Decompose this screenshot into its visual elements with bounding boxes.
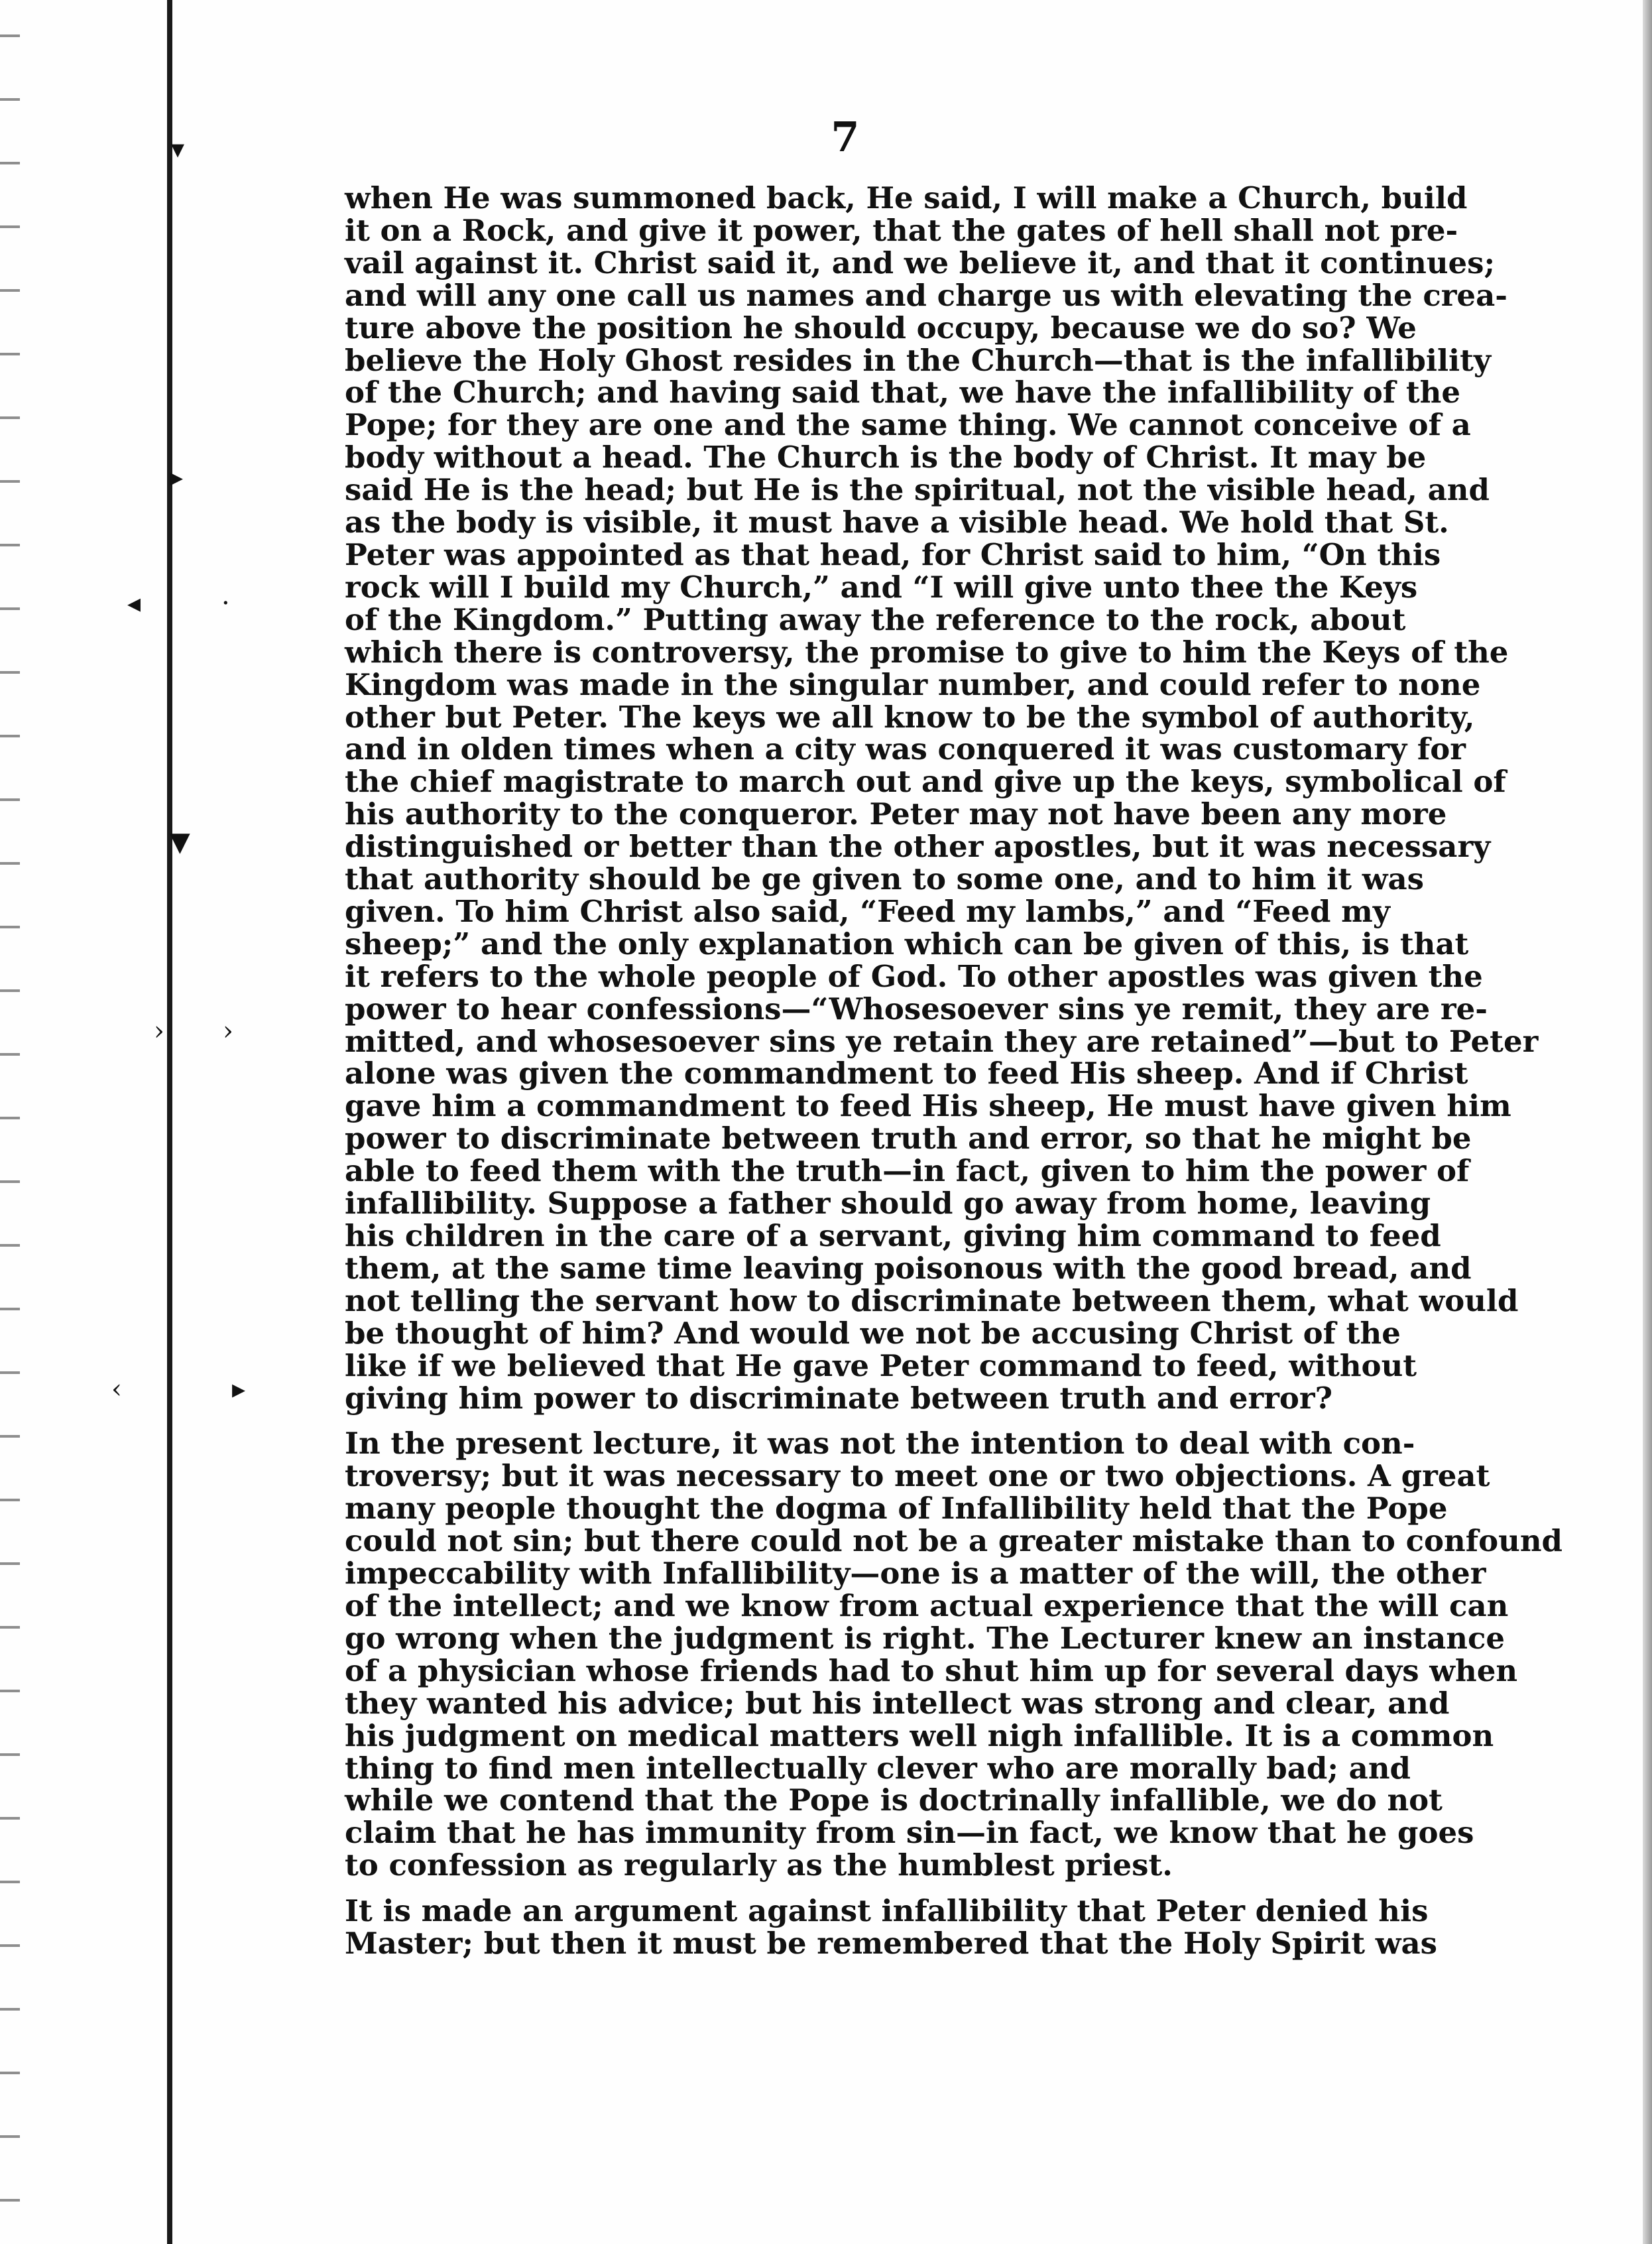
text-line: his authority to the conqueror. Peter may not have been any more xyxy=(345,796,1447,832)
text-line: claim that he has immunity from sin—in fact, we know that he goes xyxy=(345,1815,1474,1851)
text-line: not telling the servant how to discriminate between them, what would xyxy=(345,1282,1519,1318)
margin-mark-6: › xyxy=(154,1016,164,1046)
text-line: and will any one call us names and charge us with elevating the crea- xyxy=(345,277,1507,313)
text-line: it refers to the whole people of God. To other apostles was given the xyxy=(345,958,1483,994)
text-line: vail against it. Christ said it, and we believe it, and that it continues; xyxy=(345,245,1496,280)
text-line: infallibility. Suppose a father should go away from home, leaving xyxy=(345,1186,1431,1221)
text-line: his judgment on medical matters well nigh infallible. It is a common xyxy=(345,1717,1494,1753)
text-line: it on a Rock, and give it power, that the gates of hell shall not pre- xyxy=(345,212,1458,248)
text-line: them, at the same time leaving poisonous with the good bread, and xyxy=(345,1250,1472,1286)
text-line: It is made an argument against infallibility that Peter denied his xyxy=(345,1893,1429,1929)
text-line: impeccability with Infallibility—one is a matter of the will, the other xyxy=(345,1556,1486,1591)
text-line: be thought of him? And would we not be accusing Christ of the xyxy=(345,1315,1401,1351)
text-line: In the present lecture, it was not the intention to deal with con- xyxy=(345,1426,1415,1462)
text-line: Kingdom was made in the singular number, and could refer to none xyxy=(345,666,1481,702)
text-line: rock will I build my Church,” and “I will give unto thee the Keys xyxy=(345,569,1418,605)
text-line: power to hear confessions—“Whosesoever sins ye remit, they are re- xyxy=(345,991,1488,1027)
text-line: thing to find men intellectually clever who are morally bad; and xyxy=(345,1750,1411,1786)
text-line: gave him a commandment to feed His sheep, He must have given him xyxy=(345,1088,1511,1124)
text-line: while we contend that the Pope is doctrinally infallible, we do not xyxy=(345,1782,1443,1818)
text-line: as the body is visible, it must have a visible head. We hold that St. xyxy=(345,505,1449,540)
text-line: go wrong when the judgment is right. The Lecturer knew an instance xyxy=(345,1620,1505,1656)
body-text xyxy=(345,180,1563,1962)
margin-rule xyxy=(167,0,172,2244)
text-line: given. To him Christ also said, “Feed my lambs,” and “Feed my xyxy=(345,893,1390,929)
paragraph-3 xyxy=(345,1893,1437,1962)
margin-mark-9: ▸ xyxy=(232,1374,246,1404)
text-line: other but Peter. The keys we all know to be the symbol of authority, xyxy=(345,699,1475,735)
text-line: mitted, and whosesoever sins ye retain they are retained”—but to Peter xyxy=(345,1023,1539,1059)
text-line: sheep;” and the only explanation which can be given of this, is that xyxy=(345,926,1469,962)
margin-mark-8: ‹ xyxy=(111,1374,122,1404)
text-line: they wanted his advice; but his intellect was strong and clear, and xyxy=(345,1685,1450,1721)
text-line: that authority should be ge given to some one, and to him it was xyxy=(345,861,1424,897)
margin-mark-4: · xyxy=(221,588,230,619)
margin-mark-3: ◂ xyxy=(127,588,141,619)
text-line: of the intellect; and we know from actual experience that the will can xyxy=(345,1588,1509,1623)
text-line: of the Church; and having said that, we have the infallibility of the xyxy=(345,375,1460,410)
paragraph-2 xyxy=(345,1426,1563,1883)
text-line: power to discriminate between truth and error, so that he might be xyxy=(345,1121,1472,1156)
text-line: said He is the head; but He is the spiritual, not the visible head, and xyxy=(345,472,1490,508)
text-line: believe the Holy Ghost resides in the Church—that is the infallibility xyxy=(345,342,1492,378)
text-line: alone was given the commandment to feed His sheep. And if Christ xyxy=(345,1056,1468,1091)
text-line: body without a head. The Church is the body of Christ. It may be xyxy=(345,440,1427,475)
page-edge-ticks xyxy=(0,0,20,2244)
text-line: to confession as regularly as the humblest priest. xyxy=(345,1847,1173,1883)
paragraph-1 xyxy=(345,180,1539,1416)
text-line: distinguished or better than the other apostles, but it was necessary xyxy=(345,829,1491,865)
text-line: able to feed them with the truth—in fact, given to him the power of xyxy=(345,1153,1470,1189)
text-line: of a physician whose friends had to shut him up for several days when xyxy=(345,1652,1518,1688)
page-number: 7 xyxy=(831,113,860,161)
text-line: could not sin; but there could not be a greater mistake than to confound xyxy=(345,1523,1563,1559)
text-line: Pope; for they are one and the same thing. We cannot conceive of a xyxy=(345,407,1471,443)
margin-mark-1: ▾ xyxy=(171,134,185,164)
text-line: many people thought the dogma of Infallibility held that the Pope xyxy=(345,1491,1448,1527)
text-line: ture above the position he should occupy, because we do so? We xyxy=(345,310,1417,345)
text-line: troversy; but it was necessary to meet one or two objections. A great xyxy=(345,1458,1490,1494)
page-right-edge xyxy=(1643,0,1652,2244)
text-line: giving him power to discriminate between truth and error? xyxy=(345,1380,1332,1416)
text-line: Master; but then it must be remembered that the Holy Spirit was xyxy=(345,1926,1437,1962)
margin-mark-2: ▸ xyxy=(170,462,184,493)
text-line: the chief magistrate to march out and give up the keys, symbolical of xyxy=(345,764,1506,800)
text-line: of the Kingdom.” Putting away the reference to the rock, about xyxy=(345,601,1406,637)
text-line: his children in the care of a servant, giving him command to feed xyxy=(345,1218,1441,1253)
text-line: Peter was appointed as that head, for Christ said to him, “On this xyxy=(345,536,1441,572)
text-line: when He was summoned back, He said, I will make a Church, build xyxy=(345,180,1468,216)
margin-mark-7: › xyxy=(223,1016,233,1046)
text-line: which there is controversy, the promise to give to him the Keys of the xyxy=(345,634,1509,670)
margin-mark-5: ▼ xyxy=(170,827,190,857)
text-line: like if we believed that He gave Peter command to feed, without xyxy=(345,1347,1417,1383)
text-line: and in olden times when a city was conquered it was customary for xyxy=(345,731,1466,767)
